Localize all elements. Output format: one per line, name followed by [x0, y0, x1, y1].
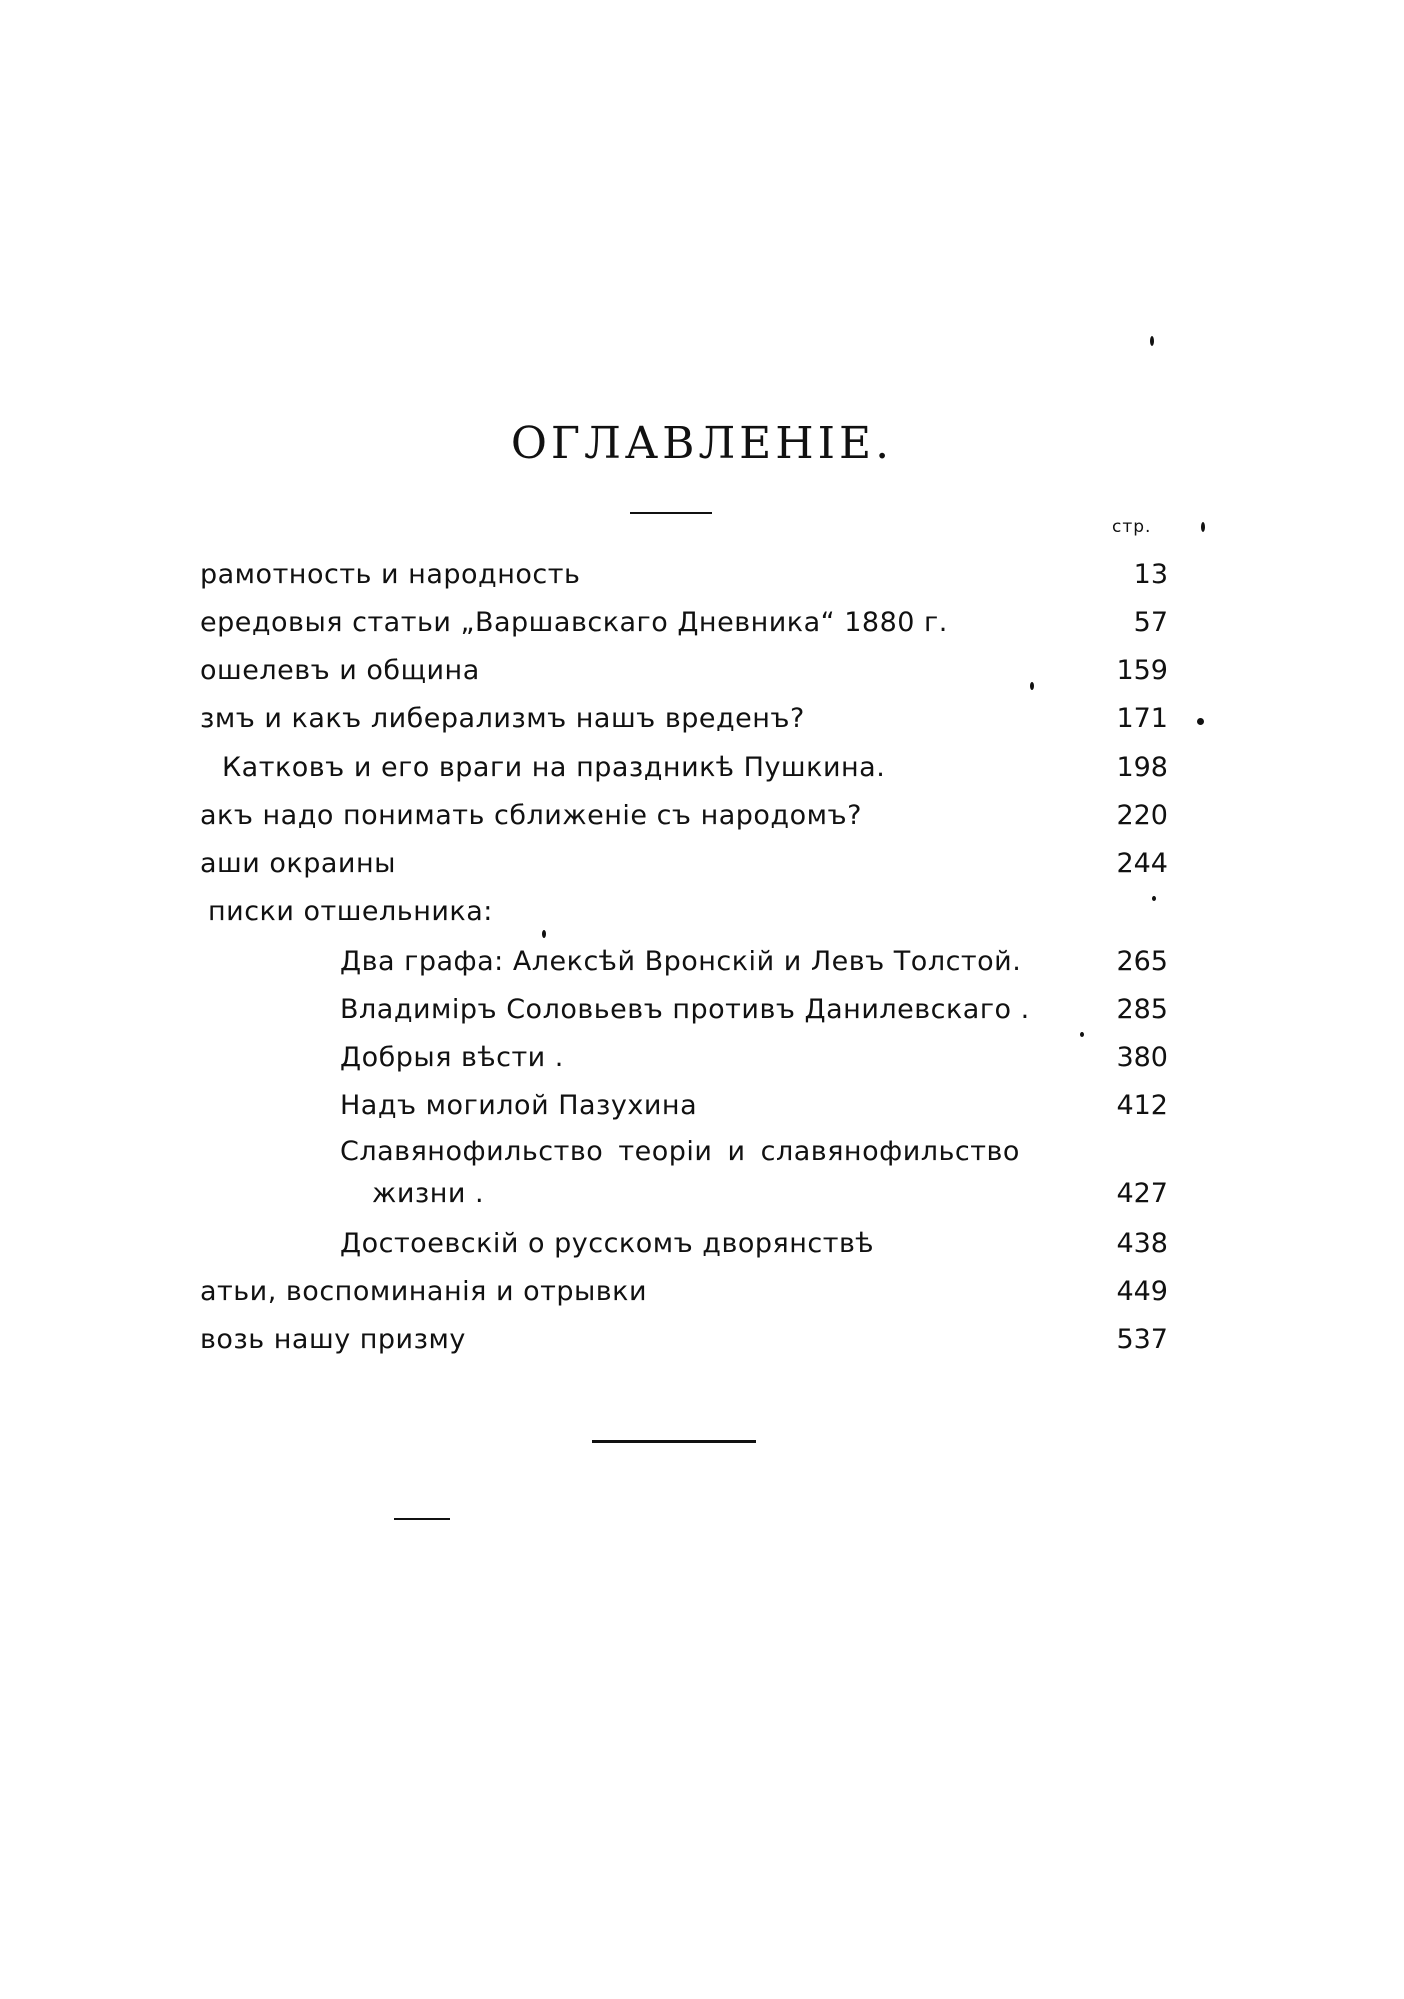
toc-entry-title: Надъ могилой Пазухина — [340, 1090, 698, 1121]
toc-entry-page: 220 — [1116, 800, 1168, 831]
toc-entry-page: 380 — [1116, 1042, 1168, 1073]
small-divider — [394, 1518, 450, 1520]
scan-speck — [1080, 1032, 1084, 1037]
toc-entry-title: акъ надо понимать сближеніе съ народомъ? — [200, 800, 862, 831]
toc-entry-page: 13 — [1133, 559, 1168, 590]
toc-entry-page: 244 — [1116, 848, 1168, 879]
toc-entry-title: Достоевскій о русскомъ дворянствѣ — [340, 1228, 875, 1259]
toc-entry-title: рамотность и народность — [200, 559, 581, 590]
toc-entry-title: Славянофильство теоріи и славянофильство — [340, 1136, 1020, 1167]
toc-entry-title: жизни . — [372, 1178, 485, 1209]
toc-entry-page: 171 — [1116, 703, 1168, 734]
toc-entry-title: аши окраины — [200, 848, 396, 879]
toc-entry-page: 265 — [1116, 946, 1168, 977]
page-column-header: стр. — [1112, 517, 1152, 537]
scan-speck — [1197, 718, 1204, 725]
toc-entry-page: 449 — [1116, 1276, 1168, 1307]
toc-entry-title: ередовыя статьи „Варшавскаго Дневника“ 1880 г. — [200, 607, 948, 638]
scan-speck — [542, 930, 546, 938]
scan-speck — [1150, 336, 1154, 346]
toc-entry-title: Добрыя вѣсти . — [340, 1042, 564, 1073]
toc-entry-title: Два графа: Алексѣй Вронскій и Левъ Толстой. — [340, 946, 1022, 977]
toc-entry-title: Владиміръ Соловьевъ противъ Данилевскаго . — [340, 994, 1030, 1025]
scan-speck — [1201, 522, 1205, 532]
page-title: ОГЛАВЛЕНІЕ. — [510, 418, 894, 469]
toc-entry-title: атьи, воспоминанія и отрывки — [200, 1276, 648, 1307]
toc-entry-page: 412 — [1116, 1090, 1168, 1121]
toc-entry-page: 159 — [1116, 655, 1168, 686]
toc-entry-page: 198 — [1116, 752, 1168, 783]
toc-entry-title: Катковъ и его враги на праздникѣ Пушкина. — [222, 752, 886, 783]
scan-speck — [1152, 896, 1156, 901]
toc-entry-page: 537 — [1116, 1324, 1168, 1355]
toc-entry-title: змъ и какъ либерализмъ нашъ вреденъ? — [200, 703, 805, 734]
toc-entry-page: 57 — [1133, 607, 1168, 638]
end-divider — [592, 1440, 756, 1443]
toc-entry-page: 427 — [1116, 1178, 1168, 1209]
toc-entry-title: ошелевъ и община — [200, 655, 480, 686]
toc-entry-page: 438 — [1116, 1228, 1168, 1259]
scan-speck — [1030, 682, 1034, 690]
toc-entry-page: 285 — [1116, 994, 1168, 1025]
toc-entry-title: писки отшельника: — [208, 896, 493, 927]
toc-entry-title: возь нашу призму — [200, 1324, 466, 1355]
